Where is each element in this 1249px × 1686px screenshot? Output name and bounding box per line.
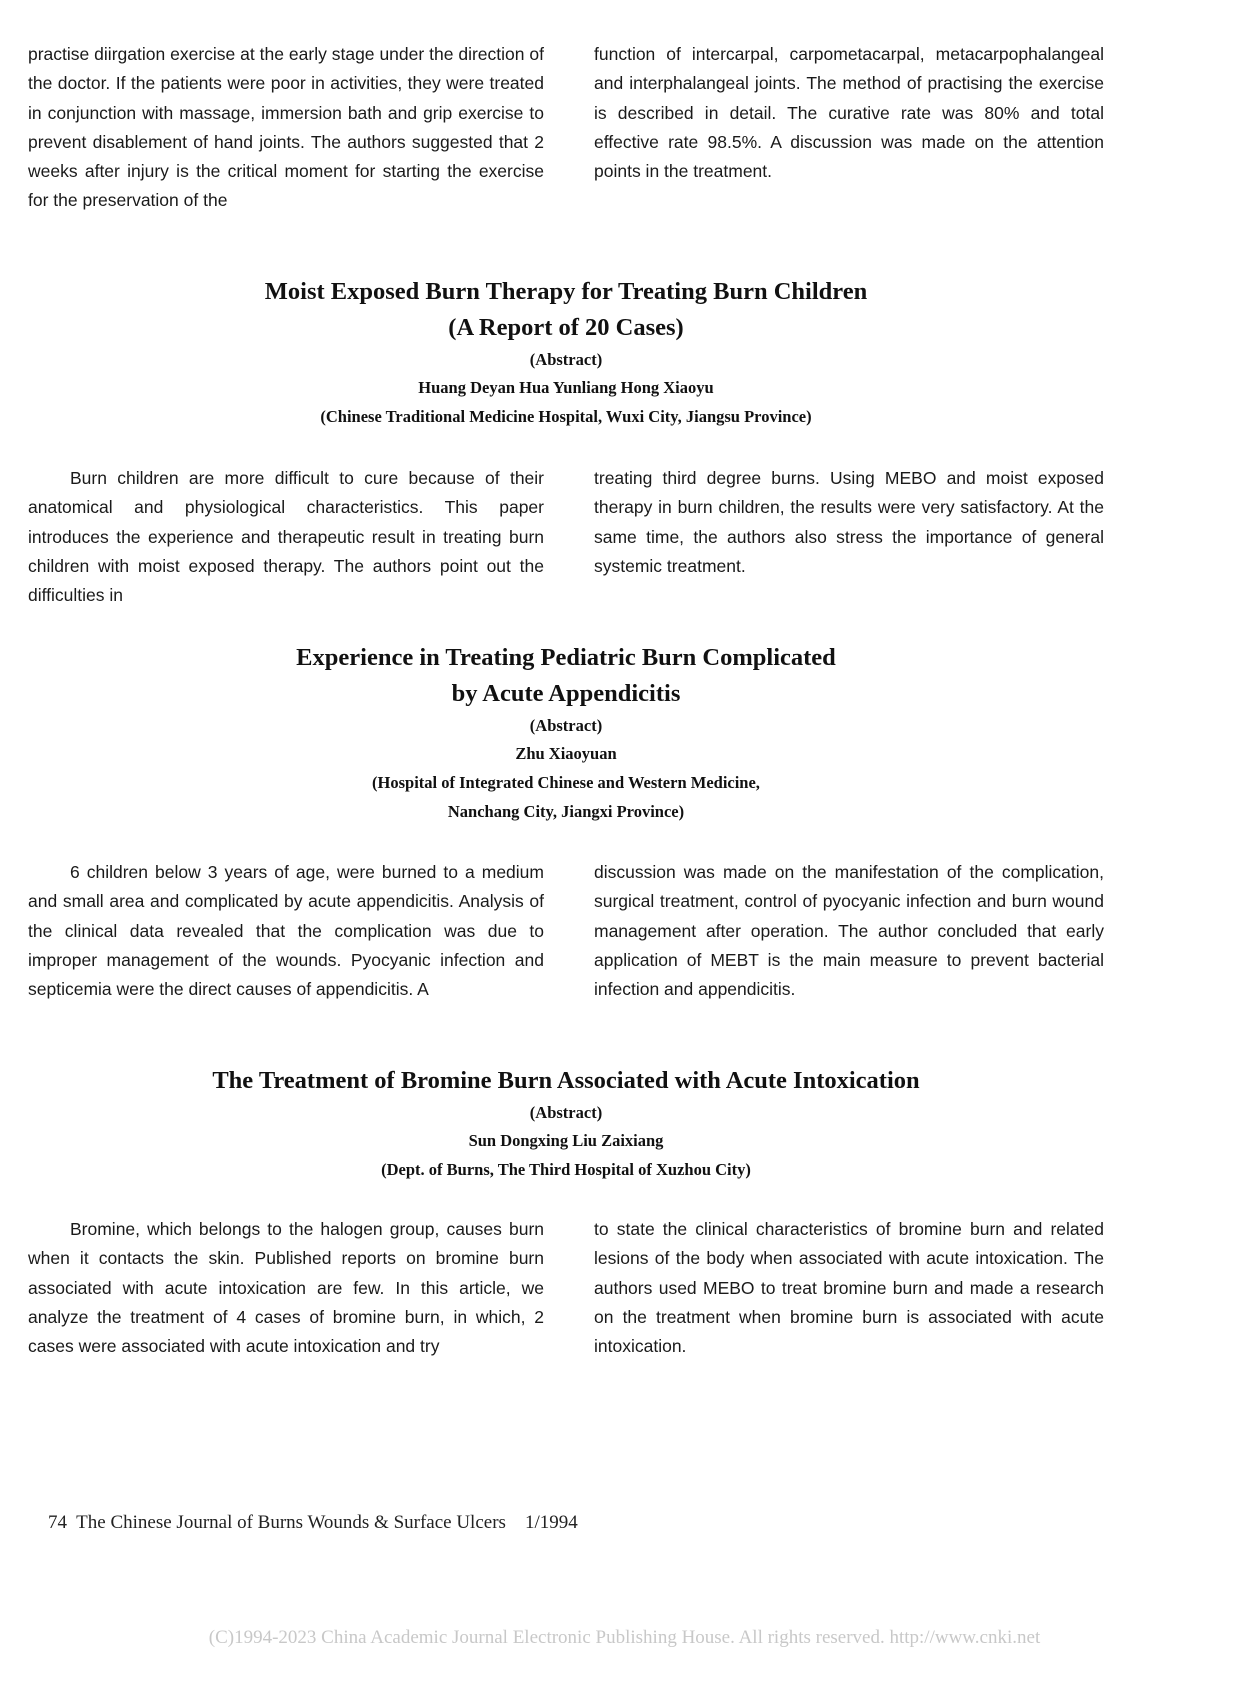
article-authors: Zhu Xiaoyuan bbox=[515, 744, 617, 763]
article-1-header bbox=[28, 274, 1104, 431]
article-authors: Sun Dongxing Liu Zaixiang bbox=[468, 1131, 664, 1150]
article-2-header bbox=[28, 640, 1104, 826]
issue-number: 1/1994 bbox=[524, 1512, 578, 1533]
article-body-right: to state the clinical characteristics of bromine burn and related lesions of the body when associated with acute intoxication. The authors used MEBO to treat bromine burn and made a research on the treatment when bromine burn is associated with acute intoxication. bbox=[594, 1219, 1104, 1357]
abstract-label: (Abstract) bbox=[529, 350, 603, 369]
article-3-body bbox=[28, 1215, 1104, 1361]
article-institution: (Dept. of Burns, The Third Hospital of Xuzhou City) bbox=[381, 1160, 751, 1179]
article-title: by Acute Appendicitis bbox=[451, 680, 681, 707]
article-3-header bbox=[28, 1063, 1104, 1184]
article-title: Experience in Treating Pediatric Burn Complicated bbox=[296, 644, 836, 671]
page-number: 74 bbox=[48, 1512, 67, 1533]
article-institution: (Chinese Traditional Medicine Hospital, Wuxi City, Jiangsu Province) bbox=[320, 407, 812, 426]
copyright-notice: (C)1994-2023 China Academic Journal Electronic Publishing House. All rights reserved. http://www.cnki.net bbox=[208, 1627, 1041, 1648]
page-footer bbox=[48, 1512, 578, 1534]
continued-abstract bbox=[28, 40, 1104, 216]
article-body-left: Bromine, which belongs to the halogen group, causes burn when it contacts the skin. Published reports on bromine burn associated with acute intoxication are few. In this article, we analyze the treatment of 4 cases of bromine burn, in which, 2 cases were associated with acute intoxication and try bbox=[28, 1219, 544, 1357]
article-title: The Treatment of Bromine Burn Associated with Acute Intoxication bbox=[212, 1067, 920, 1094]
article-title: Moist Exposed Burn Therapy for Treating Burn Children bbox=[264, 278, 868, 305]
article-authors: Huang Deyan Hua Yunliang Hong Xiaoyu bbox=[418, 378, 714, 397]
article-institution: Nanchang City, Jiangxi Province) bbox=[447, 802, 685, 821]
abstract-label: (Abstract) bbox=[529, 1103, 603, 1122]
article-body-right: discussion was made on the manifestation of the complication, surgical treatment, control of pyocyanic infection and burn wound management after operation. The author concluded that early application of MEBT is the main measure to prevent bacterial infection and appendicitis. bbox=[594, 862, 1104, 1000]
article-1-body bbox=[28, 464, 1104, 610]
journal-name: The Chinese Journal of Burns Wounds & Surface Ulcers bbox=[76, 1512, 506, 1533]
continued-left-column: practise diirgation exercise at the early stage under the direction of the doctor. If the patients were poor in activities, they were treated in conjunction with massage, immersion bath and grip exercise to prevent disablement of hand joints. The authors suggested that 2 weeks after injury is the critical moment for starting the exercise for the preservation of the bbox=[28, 44, 544, 211]
article-institution: (Hospital of Integrated Chinese and Western Medicine, bbox=[372, 773, 760, 792]
article-body-right: treating third degree burns. Using MEBO and moist exposed therapy in burn children, the results were very satisfactory. At the same time, the authors also stress the importance of general systemic treatment. bbox=[594, 468, 1104, 576]
article-2-body bbox=[28, 858, 1104, 1004]
article-title: (A Report of 20 Cases) bbox=[448, 314, 684, 341]
abstract-label: (Abstract) bbox=[529, 716, 603, 735]
article-body-left: 6 children below 3 years of age, were burned to a medium and small area and complicated by acute appendicitis. Analysis of the clinical data revealed that the complication was due to improper management of the wounds. Pyocyanic infection and septicemia were the direct causes of appendicitis. A bbox=[28, 862, 544, 1000]
continued-right-column: function of intercarpal, carpometacarpal, metacarpophalangeal and interphalangeal joints. The method of practising the exercise is described in detail. The curative rate was 80% and total effective rate 98.5%. A discussion was made on the attention points in the treatment. bbox=[594, 44, 1104, 182]
article-body-left: Burn children are more difficult to cure because of their anatomical and physiological characteristics. This paper introduces the experience and therapeutic result in treating burn children with moist exposed therapy. The authors point out the difficulties in bbox=[28, 468, 544, 606]
